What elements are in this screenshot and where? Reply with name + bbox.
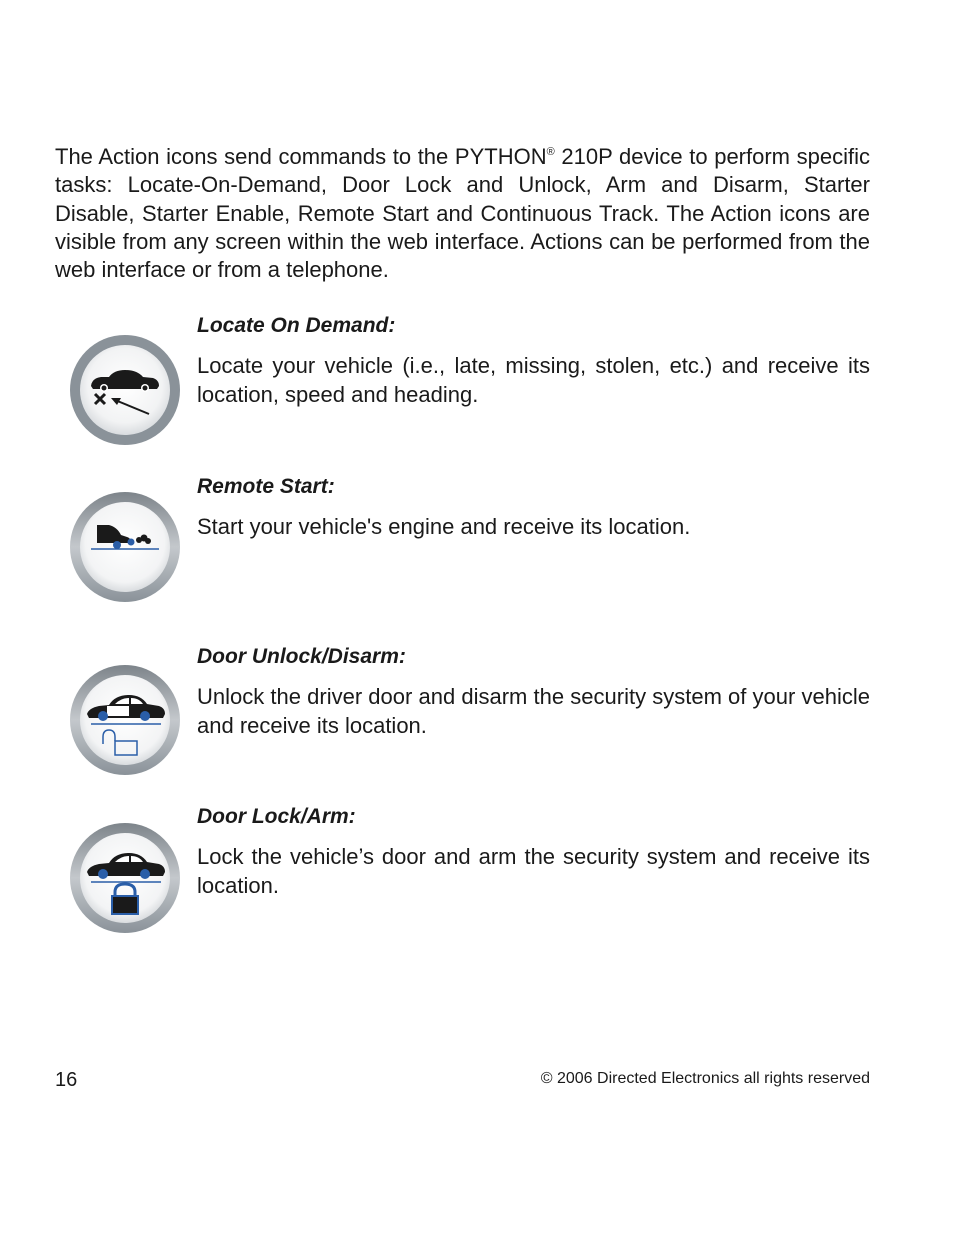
item-description: Locate your vehicle (i.e., late, missing, stolen, etc.) and receive its location, speed and heading. — [197, 353, 870, 407]
intro-paragraph — [55, 143, 870, 284]
copyright-notice: © 2006 Directed Electronics all rights reserved — [540, 1070, 870, 1087]
intro-text-rest: 210P device to perform specific tasks: Locate-On-Demand, Door Lock and Unlock, Arm and Disarm, Starter Disable, Starter Enable, Remote Start and Continuous Track. The Action icons are visible from any screen within the web interface. Actions can be performed from the web interface or from a telephone. — [55, 144, 871, 283]
item-title: Remote Start: — [197, 475, 335, 498]
item-description: Unlock the driver door and disarm the security system of your vehicle and receive its location. — [197, 684, 870, 738]
locate-on-demand-icon — [69, 334, 181, 446]
door-lock-icon — [69, 822, 181, 934]
remote-start-icon — [69, 491, 181, 603]
page-number: 16 — [55, 1069, 78, 1091]
item-title: Door Lock/Arm: — [197, 805, 356, 828]
registered-mark: ® — [546, 146, 555, 158]
item-description: Start your vehicle's engine and receive its location. — [197, 514, 691, 539]
door-unlock-icon — [69, 664, 181, 776]
intro-text-start: The Action icons send commands to the PYTHON — [55, 144, 547, 169]
item-title: Door Unlock/Disarm: — [197, 645, 406, 668]
item-title: Locate On Demand: — [197, 314, 396, 337]
item-description: Lock the vehicle’s door and arm the security system and receive its location. — [197, 844, 870, 898]
